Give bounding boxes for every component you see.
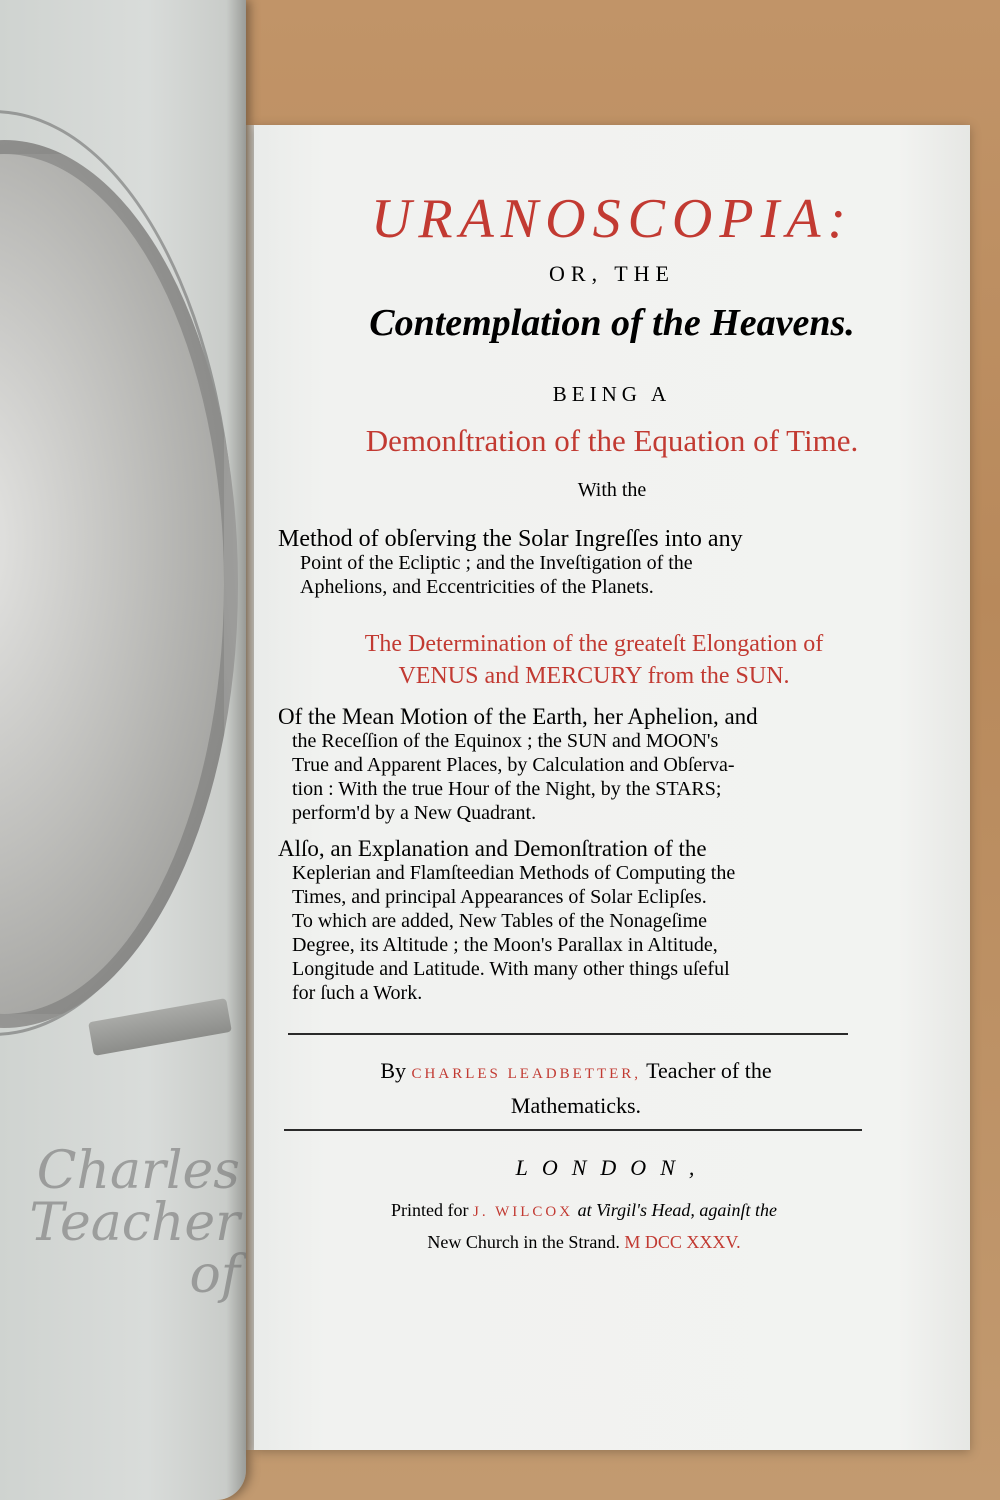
text-line: Longitude and Latitude. With many other things uſeful	[292, 958, 730, 980]
printed-mid: at Virgil's Head, againſt the	[577, 1200, 777, 1220]
text-line: Alſo, an Explanation and Demonſtration of the	[278, 836, 707, 861]
text-line: Times, and principal Appearances of Solar Eclipſes.	[292, 886, 707, 908]
text-line: To which are added, New Tables of the Nonageſime	[292, 910, 708, 932]
imprint-line	[274, 1227, 894, 1257]
divider-rule	[284, 1129, 862, 1131]
with-the: With the	[577, 479, 647, 501]
text-line: the Receſſion of the Equinox ; the SUN and MOON's	[292, 730, 719, 752]
text-line: True and Apparent Places, by Calculation and Obſerva-	[292, 754, 735, 776]
printer-name: J. WILCOX	[473, 1204, 574, 1220]
signature-line: Teacher of	[29, 1193, 240, 1305]
frontispiece-page	[0, 0, 246, 1500]
being-a: BEING A	[552, 382, 672, 406]
imprint	[274, 1195, 894, 1257]
text-line: Aphelions, and Eccentricities of the Planets.	[300, 576, 654, 598]
byline-suffix: Teacher of the	[646, 1058, 772, 1083]
demonstration-heading: Demonſtration of the Equation of Time.	[365, 423, 859, 458]
text-line: Keplerian and Flamſteedian Methods of Computing the	[292, 862, 736, 884]
text-line: Point of the Ecliptic ; and the Inveſtigation of the	[300, 552, 693, 574]
text-line: The Determination of the greateſt Elongation of	[364, 631, 824, 657]
book-subtitle: Contemplation of the Heavens.	[369, 302, 855, 344]
paragraph-mean-motion	[278, 705, 868, 825]
engraved-books	[88, 998, 232, 1056]
signature-line: Charles	[36, 1141, 240, 1201]
book-title: URANOSCOPIA:	[370, 188, 854, 250]
title-page	[254, 125, 970, 1450]
text-line: tion : With the true Hour of the Night, by the STARS;	[292, 778, 722, 800]
imprint-line	[274, 1195, 894, 1227]
author-name: CHARLES LEADBETTER,	[411, 1066, 642, 1082]
engraved-signature	[0, 1141, 240, 1305]
byline-prefix: By	[380, 1058, 407, 1083]
paragraph-explanation	[278, 837, 868, 1005]
text-line: VENUS and MERCURY from the SUN.	[398, 663, 790, 689]
printed-line2: New Church in the Strand.	[427, 1232, 620, 1252]
author-byline	[276, 1055, 876, 1122]
paragraph-determination	[274, 628, 914, 692]
text-line: Of the Mean Motion of the Earth, her Aphelion, and	[278, 704, 758, 729]
portrait-engraving	[0, 140, 238, 1028]
divider-rule	[288, 1033, 848, 1035]
byline-line2: Mathematicks.	[510, 1093, 642, 1118]
text-line: perform'd by a New Quadrant.	[292, 802, 537, 824]
or-the: OR, THE	[549, 261, 675, 286]
paragraph-method	[278, 527, 868, 599]
text-line: Degree, its Altitude ; the Moon's Parallax in Altitude,	[292, 934, 718, 956]
text-line: for ſuch a Work.	[292, 982, 423, 1004]
text-line: Method of obſerving the Solar Ingreſſes into any	[278, 526, 743, 552]
imprint-city: LONDON,	[515, 1155, 709, 1180]
printed-prefix: Printed for	[391, 1200, 469, 1220]
imprint-year: M DCC XXXV.	[624, 1232, 741, 1252]
